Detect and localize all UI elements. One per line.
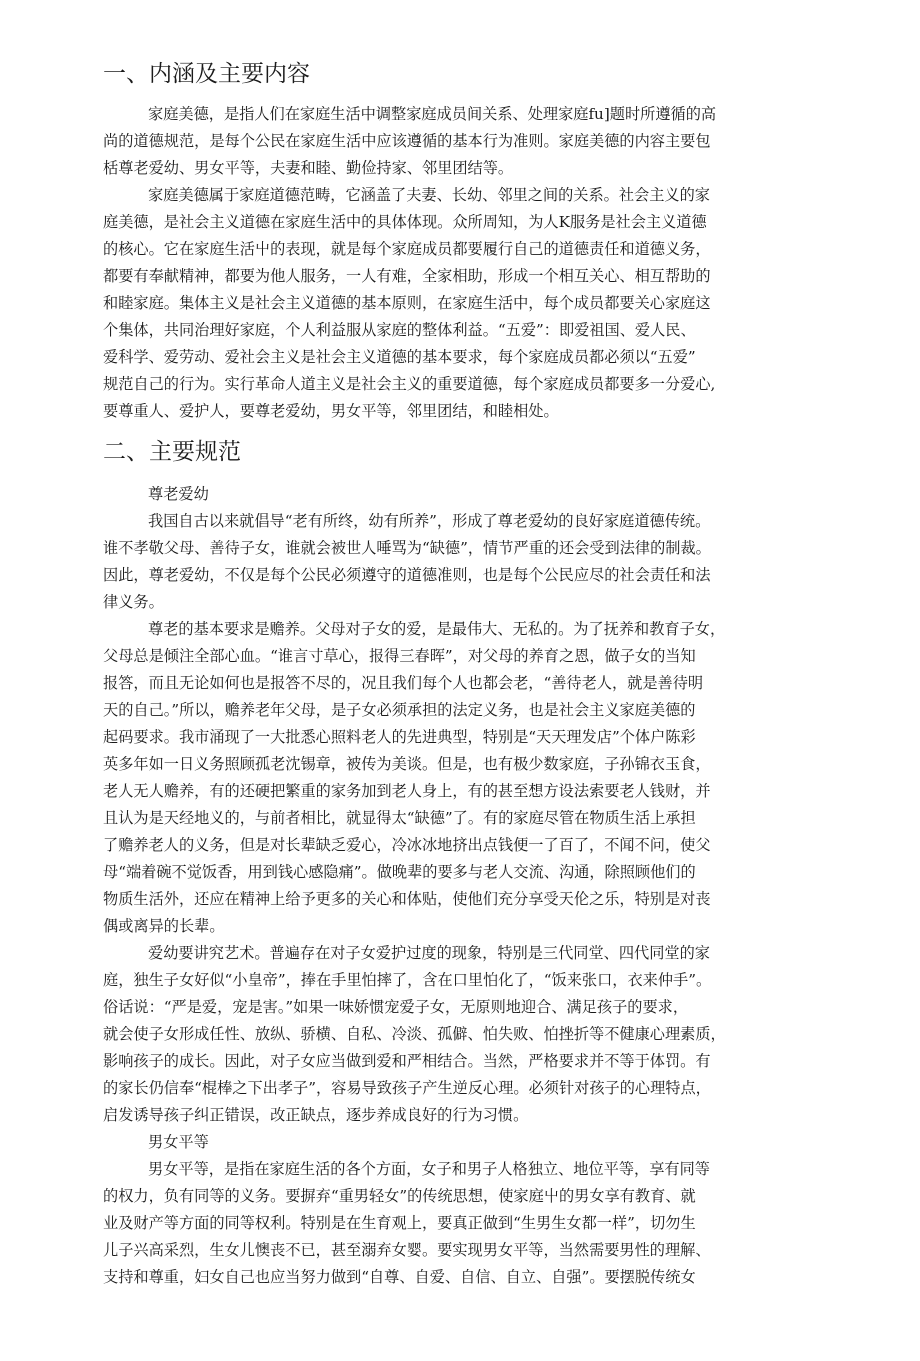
text-line: 支持和尊重，妇女自己也应当努力做到“自尊、自爱、自信、自立、自强”。要摆脱传统女 [103,1268,696,1286]
text-line: 规范自己的行为。实行革命人道主义是社会主义的重要道德，每个家庭成员都要多一分爱心, [103,375,716,393]
text-line: 老人无人赡养，有的还硬把繁重的家务加到老人身上，有的甚至想方设法索要老人钱财，并 [103,782,711,800]
text-line: 报答，而且无论如何也是报答不尽的，况且我们每个人也都会老，“善待老人，就是善待明 [103,674,704,692]
text-line: 尚的道德规范，是每个公民在家庭生活中应该遵循的基本行为准则。家庭美德的内容主要包 [103,132,711,150]
subheading-respect-elders: 尊老爱幼 [148,485,209,503]
text-line: 影响孩子的成长。因此，对子女应当做到爱和严相结合。当然，严格要求并不等于体罚。有 [103,1052,711,1070]
text-line: 庭美德，是社会主义道德在家庭生活中的具体体现。众所周知，为人K服务是社会主义道德 [103,213,707,231]
text-line: 爱幼要讲究艺术。普遍存在对子女爱护过度的现象，特别是三代同堂、四代同堂的家 [148,944,710,962]
text-line: 启发诱导孩子纠正错误，改正缺点，逐步养成良好的行为习惯。 [103,1106,529,1124]
text-line: 都要有奉献精神，都要为他人服务，一人有难，全家相助，形成一个相互关心、相互帮助的 [103,267,711,285]
text-line: 业及财产等方面的同等权利。特别是在生育观上，要真正做到“生男生女都一样”，切勿生 [103,1214,696,1232]
text-line: 家庭美德，是指人们在家庭生活中调整家庭成员间关系、处理家庭fu]题时所遵循的高 [148,105,717,123]
section-heading-2: 二、主要规范 [103,439,241,465]
text-line: 俗话说：“严是爱，宠是害。”如果一味娇惯宠爱子女，无原则地迎合、满足孩子的要求， [103,998,689,1016]
text-line: 偶或离异的长辈。 [103,917,225,935]
text-line: 的权力，负有同等的义务。要摒弃“重男轻女”的传统思想，使家庭屮的男女享有教育、就 [103,1187,696,1205]
text-line: 谁不孝敬父母、善待子女，谁就会被世人唾骂为“缺德”，情节严重的还会受到法律的制裁。 [103,539,711,557]
text-line: 的家长仍信奉“棍棒之下出孝子”，容易导致孩子产生逆反心理。必须针对孩子的心理特点， [103,1079,711,1097]
text-line: 父母总是倾注全部心血。“谁言寸草心，报得三春晖”，对父母的养育之恩，做子女的当知 [103,647,696,665]
text-line: 男女平等，是指在家庭生活的各个方面，女子和男子人格独立、地位平等，享有同等 [148,1160,710,1178]
text-line: 物质生活外，还应在精神上给予更多的关心和体贴，使他们充分享受天伦之乐，特别是对丧 [103,890,711,908]
text-line: 且认为是天经地义的，与前者相比，就显得太“缺德”了。有的家庭尽管在物质生活上承担 [103,809,696,827]
text-line: 起码要求。我市涌现了一大批悉心照料老人的先进典型，特别是“天天理发店”个体户陈彩 [103,728,696,746]
text-line: 尊老的基本要求是赡养。父母对子女的爱，是最伟大、无私的。为了抚养和教育子女， [148,620,726,638]
text-line: 栝尊老爱幼、男女平等，夫妻和睦、勤俭持家、邻里团结等。 [103,159,514,177]
text-line: 个集体，共同治理好家庭，个人利益服从家庭的整体利益。“五爱”：即爱祖国、爱人民、 [103,321,696,339]
text-line: 要尊重人、爱护人，要尊老爱幼，男女平等，邻里团结，和睦相处。 [103,402,559,420]
text-line: 母“端着碗不觉饭香，用到钱心感隐痛”。做晚辈的要多与老人交流、沟通，除照顾他们的 [103,863,696,881]
text-line: 爱科学、爱劳动、爱社会主义是社会主义道德的基本要求，每个家庭成员都必须以“五爱” [103,348,696,366]
subheading-gender-equality: 男女平等 [148,1133,209,1151]
section-heading-1: 一、内涵及主要内容 [103,61,310,87]
text-line: 的核心。它在家庭生活屮的表现，就是每个家庭成员都要履行自己的道德责任和道德义务， [103,240,711,258]
text-line: 律义务。 [103,593,164,611]
text-line: 儿子兴高采烈，生女儿懊丧不已，甚至溺弃女婴。要实现男女平等，当然需要男性的理解、 [103,1241,711,1259]
text-line: 因此，尊老爱幼，不仅是每个公民必须遵守的道德准则，也是每个公民应尽的社会责任和法 [103,566,711,584]
text-line: 英多年如一日义务照顾孤老沈锡章，被传为美谈。但是，也有极少数家庭，子孙锦衣玉食， [103,755,711,773]
text-line: 庭，独生子女好似“小皇帝”，捧在手里怕摔了，含在口里怕化了，“饭来张口，衣来仲手”。 [103,971,712,989]
text-line: 家庭美德属于家庭道德范畴，它涵盖了夫妻、长幼、邻里之间的关系。社会主义的家 [148,186,710,204]
text-line: 和睦家庭。集体主义是社会主义道德的基本原则，在家庭生活中，每个成员都要关心家庭这 [103,294,711,312]
text-line: 天的自己。”所以，赡养老年父母，是子女必须承担的法定义务，也是社会主义家庭美德的 [103,701,696,719]
text-line: 我国自古以来就倡导“老有所终，幼有所养”，形成了尊老爱幼的良好家庭道德传统。 [148,512,711,530]
text-line: 了赡养老人的义务，但是对长辈缺乏爱心，冷冰冰地挤出点钱便一了百了，不闻不问，使父 [103,836,711,854]
text-line: 就会使子女形成任性、放纵、骄横、自私、冷淡、孤僻、怕失败、怕挫折等不健康心理素质， [103,1025,726,1043]
